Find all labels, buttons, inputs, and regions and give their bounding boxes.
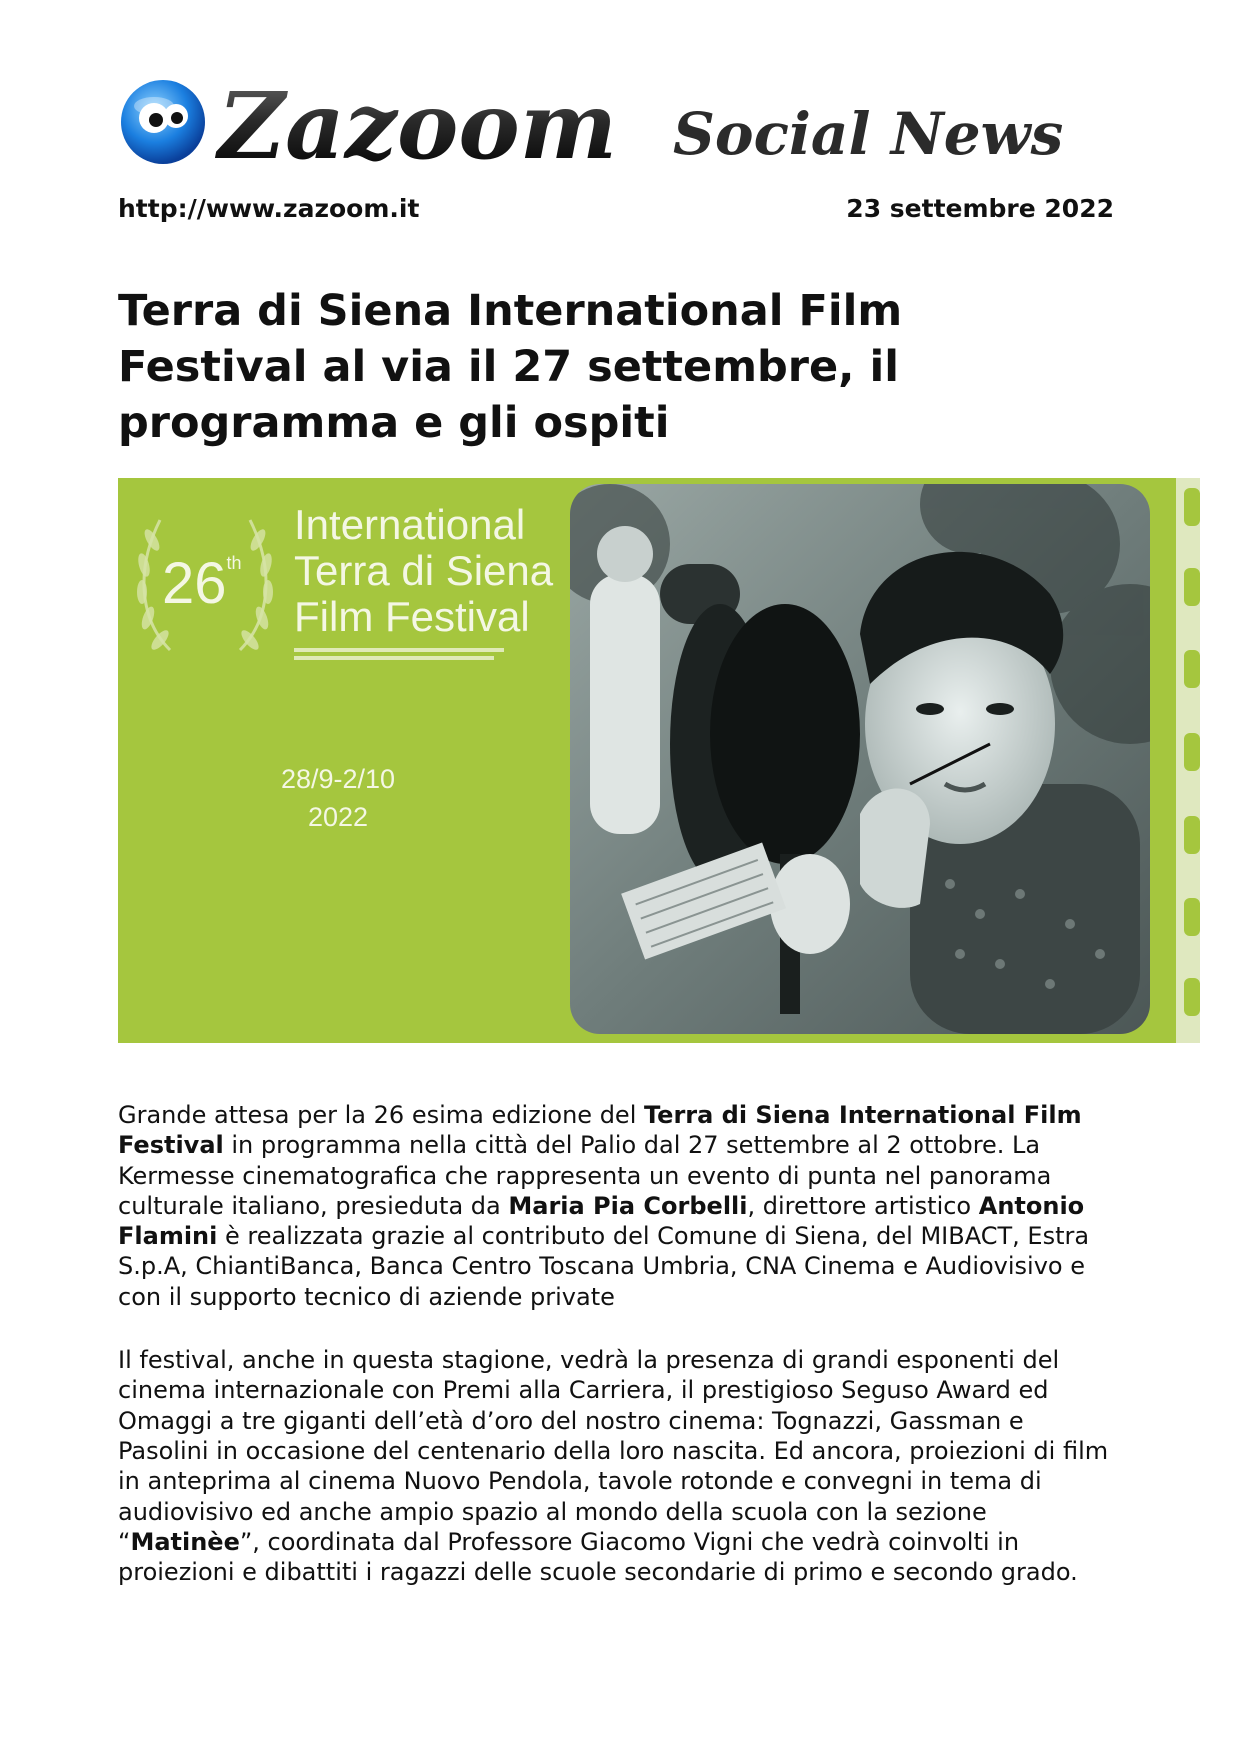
festival-name: Terra di Siena International Film Festival: [118, 1101, 1082, 1160]
brand-wordmark: Zazoom: [218, 78, 618, 173]
section-name: Matinèe: [130, 1527, 240, 1556]
headline-line: programma e gli ospiti: [118, 398, 670, 448]
eye-icon: [121, 80, 205, 164]
brand-tagline: Social News: [673, 100, 1064, 168]
festival-title: International Terra di Siena Film Festival: [294, 501, 554, 640]
edition-number: 26th: [162, 551, 242, 616]
source-url: http://www.zazoom.it: [118, 194, 420, 223]
article-headline: [118, 283, 1018, 451]
festival-photo: [570, 484, 1150, 1034]
publish-date: 23 settembre 2022: [846, 194, 1114, 223]
festival-dates: 28/9-2/10 2022: [280, 764, 396, 832]
article-paragraph: Grande attesa per la 26 esima edizione del Terra di Siena International Film Festival in programma nella città del Palio dal 27 settembre al 2 ottobre. La Kermesse cinematografica che rappresenta un evento di punta nel panorama culturale italiano, presieduta da Maria Pia Corbelli, direttore artistico Antonio Flamini è realizzata grazie al contributo del Comune di Siena, del MIBACT, Estra S.p.A, ChiantiBanca, Banca Centro Toscana Umbria, CNA Cinema e Audiovisivo e con il supporto tecnico di aziende private: [118, 1101, 1090, 1311]
film-strip-holes: [1176, 478, 1200, 1043]
article-body: [118, 1100, 1118, 1620]
article-paragraph: Il festival, anche in questa stagione, vedrà la presenza di grandi esponenti del cinema internazionale con Premi alla Carriera, il prestigioso Seguso Award ed Omaggi a tre giganti dell’età d’oro del nostro cinema: Tognazzi, Gassman e Pasolini in occasione del centenario della loro nascita. Ed ancora, proiezioni di film in anteprima al cinema Nuovo Pendola, tavole rotonde e convegni in tema di audiovisivo ed anche ampio spazio al mondo della scuola con la sezione “Matinèe”, coordinata dal Professore Giacomo Vigni che vedrà coinvolti in proiezioni e dibattiti i ragazzi delle scuole secondarie di primo e secondo grado.: [118, 1346, 1109, 1587]
director-name: Antonio Flamini: [118, 1191, 1085, 1251]
president-name: Maria Pia Corbelli: [508, 1191, 748, 1220]
headline-line: Terra di Siena International Film: [118, 286, 903, 336]
headline-line: Festival al via il 27 settembre, il: [118, 342, 899, 392]
zazoom-logo: [118, 78, 1118, 173]
banner-fine-print: [294, 648, 534, 660]
festival-banner: [118, 478, 1200, 1043]
masthead: [118, 78, 1118, 173]
meta-row: [118, 194, 1114, 223]
